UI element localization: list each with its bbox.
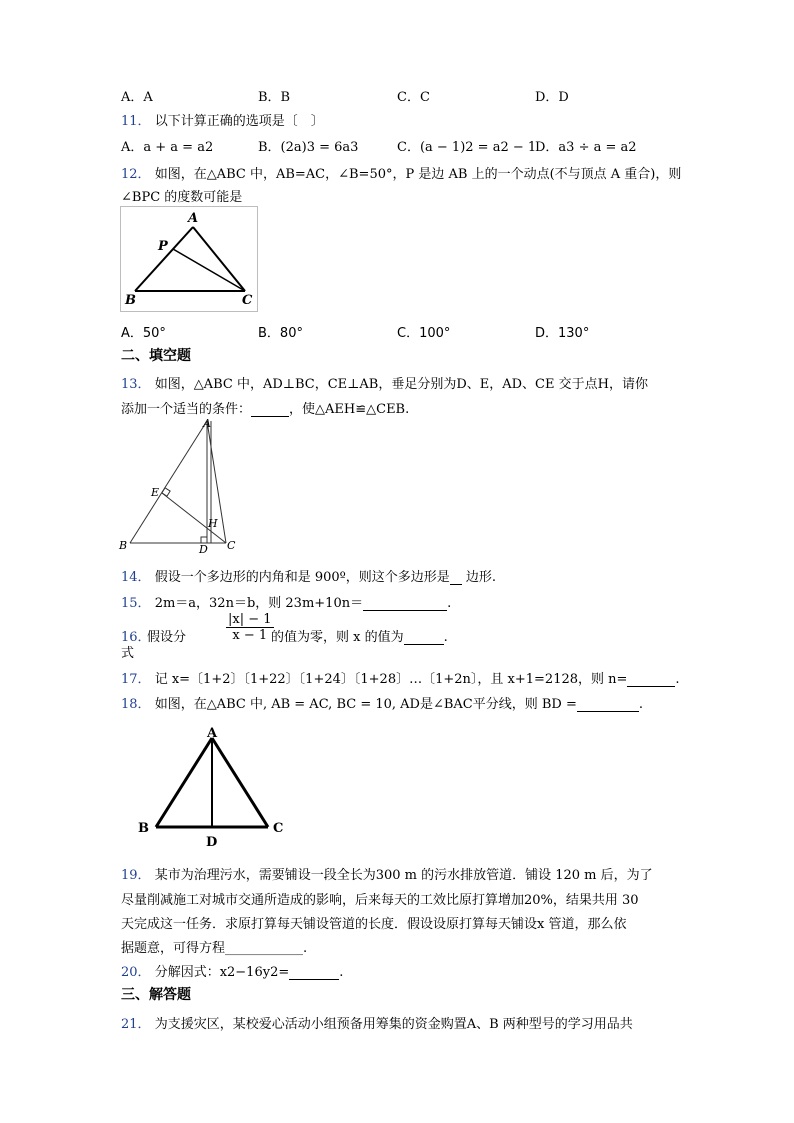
question-text: 添加一个适当的条件： <box>121 402 252 417</box>
question-text: 为支援灾区，某校爱心活动小组预备用筹集的资金购置A、B 两种型号的学习用品共 <box>154 1017 633 1032</box>
question-number: 13． <box>121 377 151 392</box>
fraction-denominator: x − 1 <box>232 628 268 643</box>
triangle-diagram <box>121 207 257 311</box>
vertex-label-d: D <box>206 835 218 850</box>
question-15 <box>121 592 451 611</box>
question-number: 19． <box>121 868 151 883</box>
question-21 <box>121 1013 633 1032</box>
vertex-label-a: A <box>188 211 199 226</box>
option-c: C．(a − 1)2 = a2 − 1 <box>397 140 537 155</box>
question-19-line4: 据题意，可得方程____________. <box>121 941 308 956</box>
question-number: 11． <box>121 114 151 129</box>
vertex-label-d: D <box>199 543 208 556</box>
question-number: 17． <box>121 672 151 687</box>
question-text: 某市为治理污水，需要铺设一段全长为300 m 的污水排放管道．铺设 120 m 后，为了 <box>154 868 653 883</box>
question-14 <box>121 566 496 585</box>
vertex-label-a: A <box>207 726 218 741</box>
question-number: 14． <box>121 570 151 585</box>
answer-blank[interactable] <box>627 672 675 687</box>
triangle-figure-q18 <box>134 722 294 850</box>
option-a: A．50° <box>121 326 166 341</box>
question-text: 假设一个多边形的内角和是 900º，则这个多边形是 <box>154 570 450 585</box>
question-18 <box>121 693 643 712</box>
prev-option-b: B．B <box>258 90 291 105</box>
prev-option-a: A．A <box>121 90 153 105</box>
question-text: 式 <box>121 646 135 661</box>
vertex-label-p: P <box>158 239 168 254</box>
question-17 <box>121 668 680 687</box>
question-number: 16． <box>121 630 151 645</box>
question-12-line2: ∠BPC 的度数可能是 <box>121 190 243 205</box>
question-text: 以下计算正确的选项是〔 〕 <box>154 114 324 129</box>
vertex-label-a: A <box>203 417 211 430</box>
vertex-label-h: H <box>208 517 218 530</box>
vertex-label-b: B <box>119 539 128 552</box>
fraction <box>226 612 274 643</box>
question-text: 假设分 <box>147 630 187 645</box>
question-text: 的值为零，则 x 的值为 <box>271 630 404 645</box>
vertex-label-e: E <box>151 486 160 499</box>
option-b: B．(2a)3 = 6a3 <box>258 140 359 155</box>
option-b: B．80° <box>258 326 303 341</box>
question-11-stem <box>121 110 324 129</box>
vertex-label-c: C <box>273 821 284 836</box>
answer-blank[interactable] <box>251 402 289 417</box>
question-text: . <box>675 672 680 687</box>
question-number: 12． <box>121 167 151 182</box>
question-number: 15． <box>121 596 151 611</box>
answer-blank[interactable] <box>363 596 447 611</box>
question-19-line3: 天完成这一任务．求原打算每天铺设管道的长度．假设设原打算每天铺设x 管道，那么依 <box>121 917 627 932</box>
answer-blank[interactable] <box>404 630 444 645</box>
question-text: 记 x=〔1+2〕〔1+22〕〔1+24〕〔1+28〕…〔1+2n〕，且 x+1=2128，则 n= <box>154 672 628 687</box>
question-text: 边形. <box>465 570 497 585</box>
option-a: A．a + a = a2 <box>121 140 214 155</box>
option-c: C．100° <box>397 326 451 341</box>
answer-blank[interactable] <box>289 965 339 980</box>
question-12-line1 <box>121 163 681 182</box>
prev-option-c: C．C <box>397 90 430 105</box>
prev-option-d: D．D <box>535 90 569 105</box>
question-text: . <box>443 630 448 645</box>
triangle-figure-q13 <box>115 415 245 557</box>
question-20 <box>121 961 343 980</box>
question-16-tail <box>271 626 448 645</box>
vertex-label-c: C <box>242 293 253 308</box>
question-text: ，使△AEH≌△CEB. <box>289 402 410 417</box>
question-19-line2: 尽量削减施工对城市交通所造成的影响，后来每天的工效比原打算增加20%，结果共用 30 <box>121 893 639 908</box>
option-d: D．a3 ÷ a = a2 <box>535 140 637 155</box>
question-text: 如图，在△ABC 中, AB = AC, BC = 10, AD是∠BAC平分线，则 BD = <box>154 697 577 712</box>
question-text: . <box>638 697 644 712</box>
question-number: 18． <box>121 697 151 712</box>
question-text: 如图，在△ABC 中，AB=AC，∠B=50°，P 是边 AB 上的一个动点(不与顶点 A 重合)，则 <box>154 167 682 182</box>
vertex-label-b: B <box>138 821 149 836</box>
fraction-numerator: |x| − 1 <box>228 612 272 627</box>
question-text: 分解因式：x2−16y2= <box>154 965 290 980</box>
question-text: 2m＝a，32n＝b，则 23m+10n＝ <box>154 596 364 611</box>
question-text: . <box>339 965 344 980</box>
triangle-figure-q12 <box>120 206 258 312</box>
question-13-line1 <box>121 373 648 392</box>
option-d: D．130° <box>535 326 590 341</box>
vertex-label-b: B <box>125 293 136 308</box>
question-number: 21． <box>121 1017 151 1032</box>
question-number: 20． <box>121 965 151 980</box>
question-text: 如图，△ABC 中，AD⊥BC，CE⊥AB，垂足分别为D、E，AD、CE 交于点H，请你 <box>154 377 648 392</box>
answer-blank[interactable] <box>450 570 462 585</box>
section-heading-solutions: 三、解答题 <box>121 987 191 1003</box>
question-text: . <box>447 596 452 611</box>
answer-blank[interactable] <box>577 697 639 712</box>
vertex-label-c: C <box>227 539 236 552</box>
section-heading-fill-in: 二、填空题 <box>121 348 191 364</box>
question-19-line1 <box>121 864 653 883</box>
